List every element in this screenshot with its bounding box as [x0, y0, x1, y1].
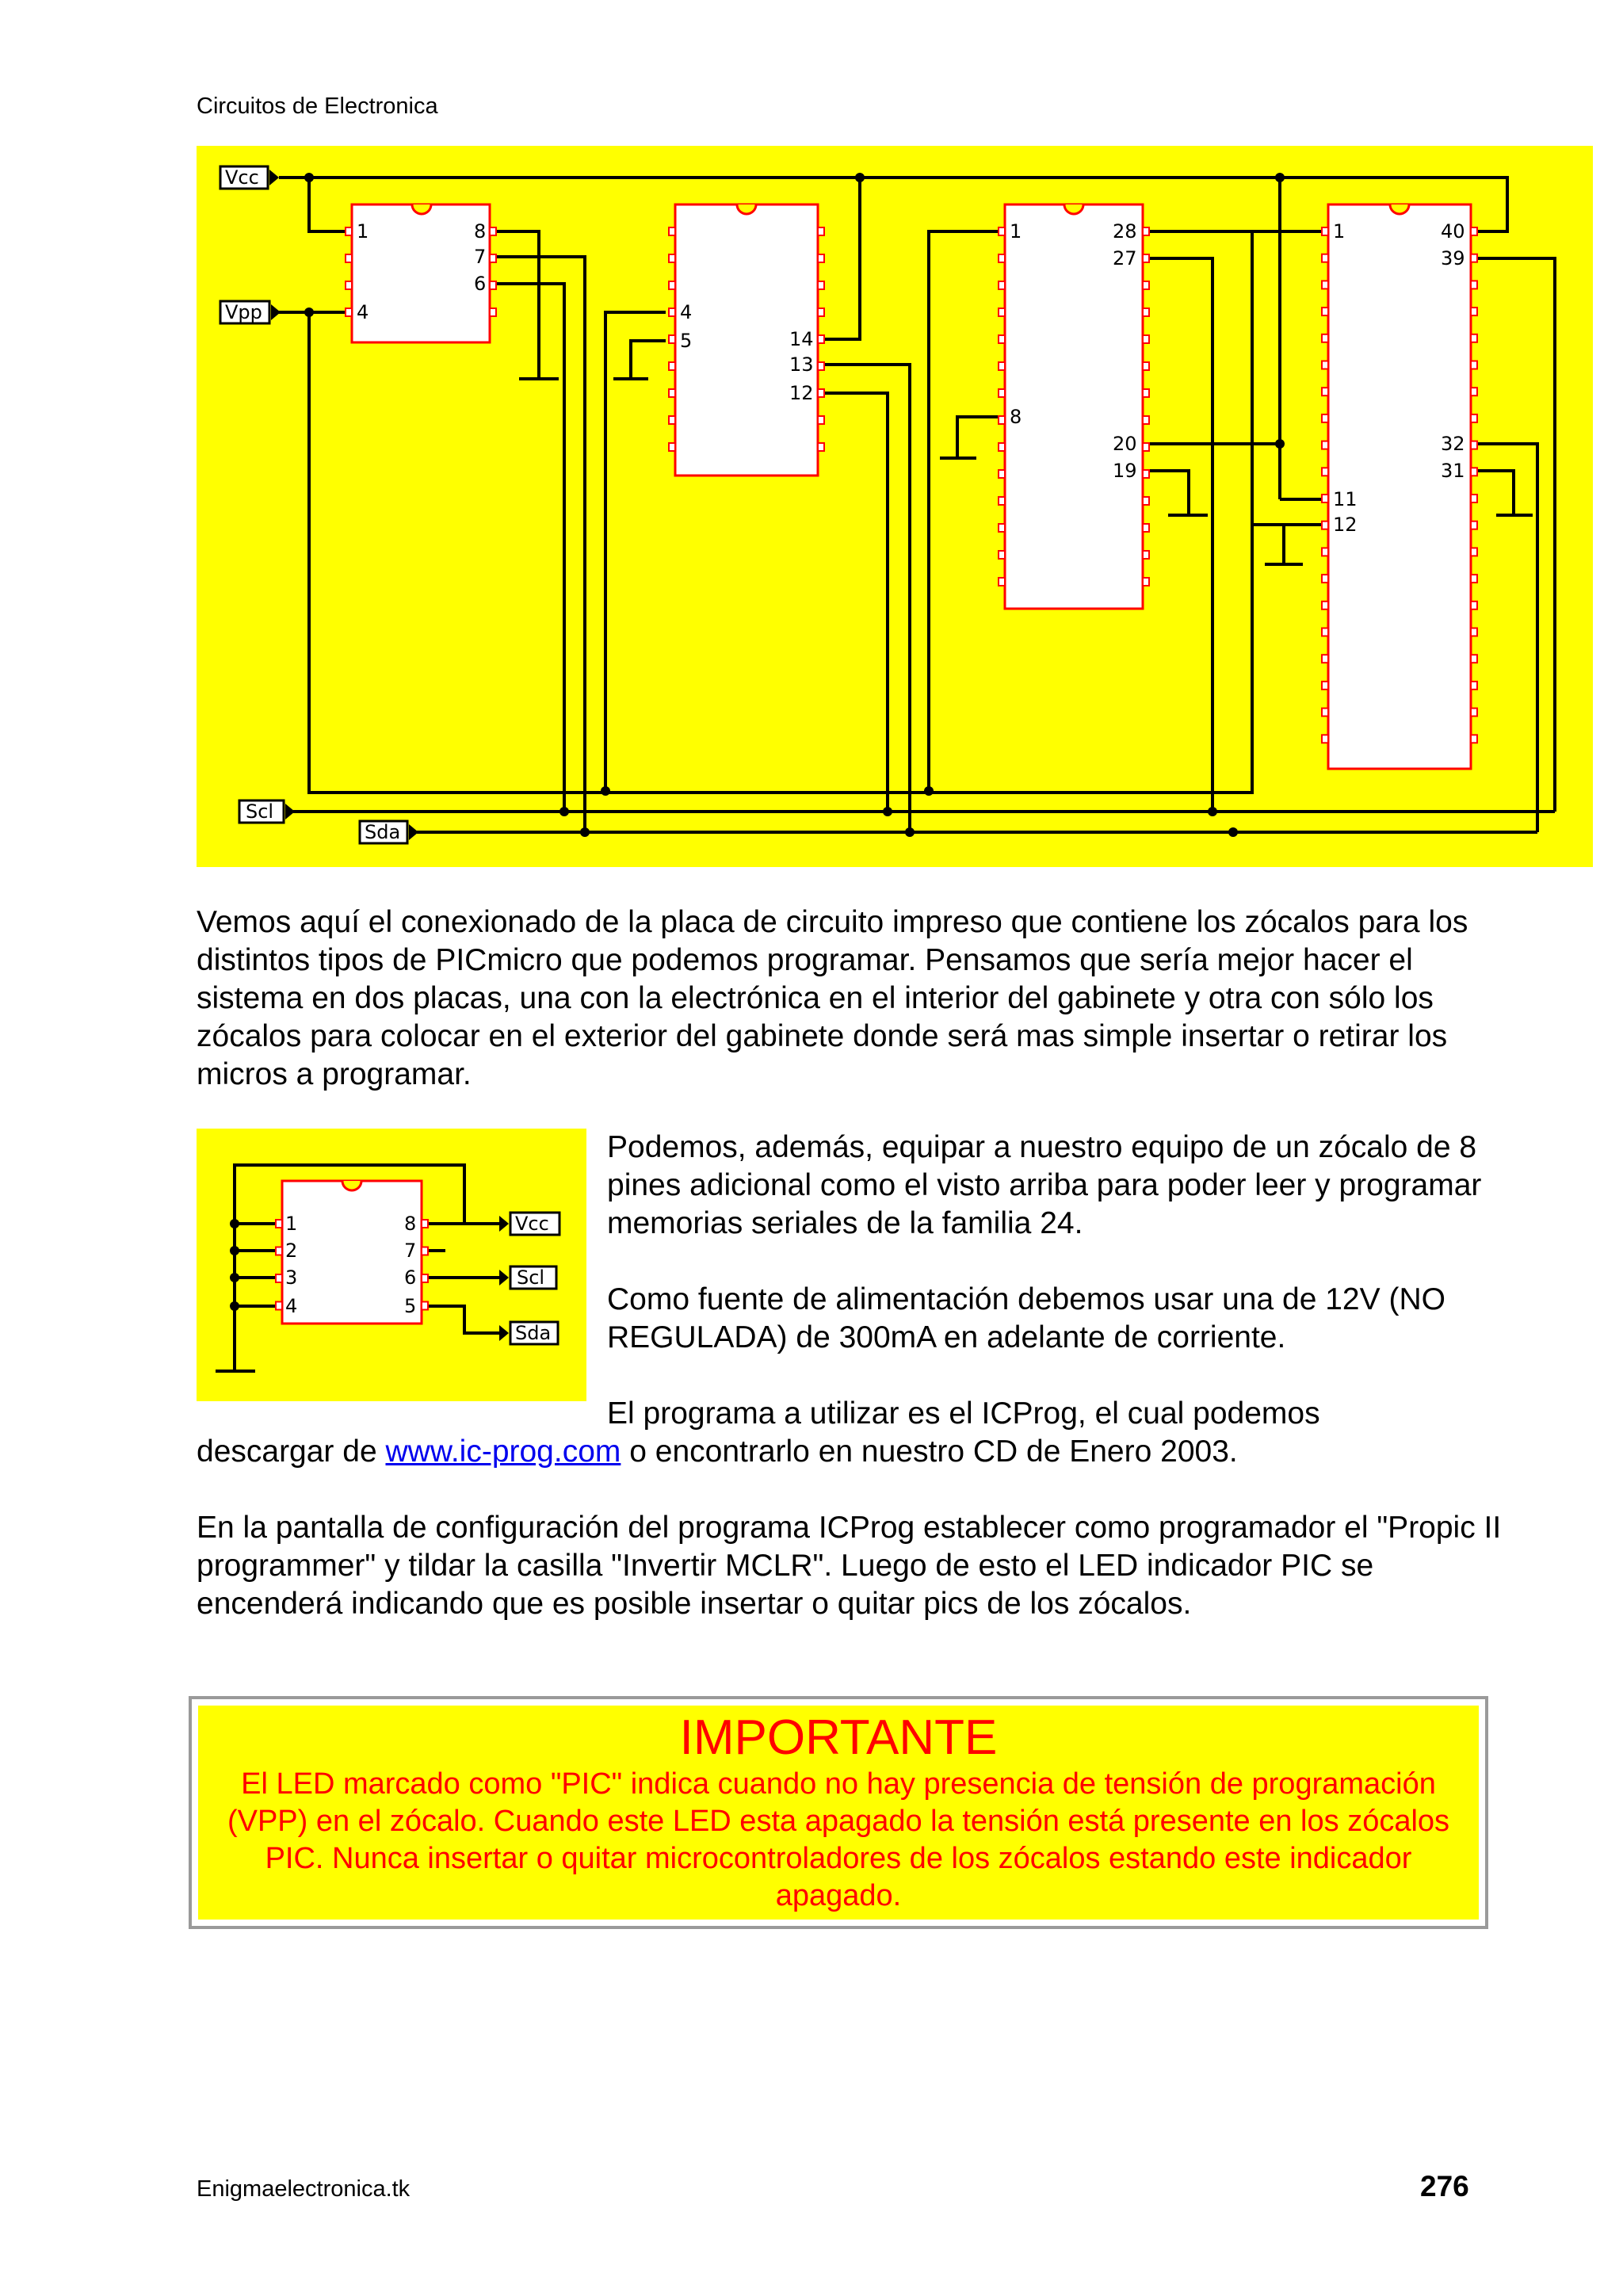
pin-stub	[490, 281, 496, 289]
pin-stub	[1143, 389, 1149, 397]
pin-stub	[1143, 254, 1149, 262]
pin-stub	[999, 551, 1005, 559]
footer-site: Enigmaelectronica.tk	[197, 2176, 411, 2202]
pin-stub	[669, 254, 675, 262]
pin-stub	[276, 1220, 282, 1228]
pin-stub	[669, 335, 675, 343]
pin-stub	[1471, 254, 1477, 262]
vcc-label: Vcc	[225, 166, 259, 189]
pin-stub	[1471, 682, 1477, 690]
pin-stub	[818, 362, 824, 370]
ic2-pin-label: 14	[789, 328, 814, 350]
pin-stub	[422, 1220, 428, 1228]
pin-stub	[1322, 334, 1328, 342]
ic3-pin-label: 1	[1010, 220, 1022, 243]
pin-stub	[999, 362, 1005, 370]
pin-stub	[999, 308, 1005, 316]
pin-stub	[1322, 602, 1328, 609]
vcc-label: Vcc	[515, 1213, 549, 1235]
important-text: El LED marcado como "PIC" indica cuando no hay presencia de tensión de programación (VPP) en el zócalo. Cuando este LED esta apagado la tensión está presente en los zócalos PIC. Nunca insertar o quitar microcontroladores de los zócalos estando este indicador apagado.	[227, 1767, 1450, 1912]
download-prefix: descargar de	[197, 1435, 377, 1469]
pin-stub	[818, 443, 824, 451]
ic2-pin-label: 4	[680, 301, 693, 323]
pin-stub	[1143, 443, 1149, 451]
pin-stub	[999, 497, 1005, 505]
pin-stub	[1322, 468, 1328, 476]
pin-stub	[669, 227, 675, 235]
pin-stub	[818, 335, 824, 343]
pin-stub	[1143, 551, 1149, 559]
eeprom-pin-label: 5	[404, 1295, 417, 1317]
pin-stub	[1471, 628, 1477, 636]
paragraph-program-line1: El programa a utilizar es el ICProg, el cual podemos	[607, 1396, 1320, 1431]
eeprom-pin-label: 8	[404, 1213, 417, 1235]
scl-label: Scl	[246, 800, 274, 823]
pin-stub	[346, 254, 352, 262]
ic4-pin-label: 1	[1333, 220, 1346, 243]
pin-stub	[1143, 497, 1149, 505]
pin-stub	[1471, 602, 1477, 609]
pin-stub	[1322, 628, 1328, 636]
pin-stub	[1471, 575, 1477, 583]
pin-stub	[490, 308, 496, 316]
ic1-pin-label: 6	[474, 273, 487, 295]
eeprom-pin-label: 3	[285, 1266, 298, 1289]
pin-stub	[1471, 495, 1477, 502]
page-number: 276	[1420, 2170, 1469, 2202]
pin-stub	[1143, 524, 1149, 532]
icprog-link[interactable]: www.ic-prog.com	[385, 1435, 621, 1469]
pin-stub	[999, 578, 1005, 586]
pin-stub	[276, 1274, 282, 1282]
pin-stub	[1471, 281, 1477, 288]
pin-stub	[999, 335, 1005, 343]
pin-stub	[1471, 441, 1477, 449]
ic4-pin-label: 31	[1441, 460, 1465, 482]
pin-stub	[669, 362, 675, 370]
paragraph-configuration: En la pantalla de configuración del programa ICProg establecer como programador el "Propic II programmer" y tildar la casilla "Invertir MCLR". Luego de esto el LED indicador PIC se encenderá indicando que es posible insertar o quitar pics de los zócalos.	[197, 1511, 1502, 1621]
ic4-socket-40pin	[1328, 204, 1471, 769]
pin-stub	[1471, 334, 1477, 342]
sda-label: Sda	[515, 1322, 552, 1344]
pin-stub	[1322, 227, 1328, 235]
pin-stub	[1322, 281, 1328, 288]
ic2-pin-label: 12	[789, 382, 814, 404]
pin-stub	[1471, 468, 1477, 476]
pin-stub	[1143, 308, 1149, 316]
pin-stub	[818, 389, 824, 397]
ic3-pin-label: 19	[1113, 460, 1137, 482]
ic4-pin-label: 39	[1441, 247, 1465, 269]
eeprom-pin-label: 7	[404, 1240, 417, 1262]
pin-stub	[1322, 655, 1328, 663]
pin-stub	[422, 1247, 428, 1255]
pin-stub	[1322, 682, 1328, 690]
ic1-socket-8pin	[352, 204, 490, 342]
eeprom-socket-schematic	[197, 1129, 586, 1401]
pin-stub	[818, 308, 824, 316]
pin-stub	[346, 227, 352, 235]
pin-stub	[1143, 335, 1149, 343]
pin-stub	[422, 1302, 428, 1310]
pin-stub	[1143, 227, 1149, 235]
pin-stub	[1143, 578, 1149, 586]
eeprom-pin-label: 1	[285, 1213, 298, 1235]
ic3-pin-label: 28	[1113, 220, 1137, 243]
pin-stub	[1471, 361, 1477, 369]
ic2-pin-label: 13	[789, 353, 814, 376]
programmer-socket-schematic	[197, 146, 1593, 867]
important-title: IMPORTANTE	[679, 1710, 998, 1765]
pin-stub	[1143, 416, 1149, 424]
ic3-pin-label: 8	[1010, 406, 1022, 428]
pin-stub	[276, 1302, 282, 1310]
pin-stub	[1471, 548, 1477, 556]
pin-stub	[1471, 415, 1477, 422]
sda-label: Sda	[365, 821, 401, 843]
ic4-pin-label: 11	[1333, 488, 1358, 510]
page-header: Circuitos de Electronica	[197, 94, 438, 119]
pin-stub	[669, 281, 675, 289]
pin-stub	[1322, 575, 1328, 583]
ic1-pin-label: 7	[474, 246, 487, 268]
pin-stub	[999, 254, 1005, 262]
pin-stub	[1471, 735, 1477, 743]
pin-stub	[1322, 254, 1328, 262]
pin-stub	[1322, 308, 1328, 315]
pin-stub	[818, 281, 824, 289]
ic3-pin-label: 20	[1113, 433, 1137, 455]
scl-label: Scl	[517, 1266, 545, 1289]
pin-stub	[1322, 388, 1328, 395]
pin-stub	[346, 281, 352, 289]
ic4-pin-label: 32	[1441, 433, 1465, 455]
vpp-label: Vpp	[225, 301, 262, 323]
pin-stub	[422, 1274, 428, 1282]
ic1-pin-label: 8	[474, 220, 487, 243]
pin-stub	[999, 443, 1005, 451]
pin-stub	[1322, 735, 1328, 743]
pin-stub	[1322, 415, 1328, 422]
pin-stub	[818, 254, 824, 262]
pin-stub	[999, 416, 1005, 424]
pin-stub	[1471, 655, 1477, 663]
ic1-pin-label: 4	[357, 301, 369, 323]
eeprom-pin-label: 4	[285, 1295, 298, 1317]
paragraph-extra-socket: Podemos, además, equipar a nuestro equipo de un zócalo de 8 pines adicional como el visto arriba para poder leer y programar memorias seriales de la familia 24.	[607, 1130, 1482, 1240]
eeprom-socket-8pin	[282, 1181, 422, 1324]
pin-stub	[346, 308, 352, 316]
pin-stub	[1471, 521, 1477, 529]
ic1-pin-label: 1	[357, 220, 369, 243]
pin-stub	[999, 470, 1005, 478]
download-suffix: o encontrarlo en nuestro CD de Enero 2003.	[629, 1435, 1238, 1469]
pin-stub	[1322, 521, 1328, 529]
pin-stub	[999, 524, 1005, 532]
pin-stub	[669, 416, 675, 424]
pin-stub	[490, 254, 496, 262]
paragraph-power-supply: Como fuente de alimentación debemos usar una de 12V (NO REGULADA) de 300mA en adelante de corriente.	[607, 1282, 1445, 1354]
paragraph-intro: Vemos aquí el conexionado de la placa de circuito impreso que contiene los zócalos para los distintos tipos de PICmicro que podemos programar. Pensamos que sería mejor hacer el sistema en dos placas, una con la electrónica en el interior del gabinete y otra con sólo los zócalos para colocar en el exterior del gabinete donde será mas simple insertar o retirar los micros a programar.	[197, 905, 1468, 1091]
pin-stub	[999, 281, 1005, 289]
important-box	[189, 1696, 1488, 1929]
pin-stub	[1143, 362, 1149, 370]
pin-stub	[818, 416, 824, 424]
pin-stub	[490, 227, 496, 235]
pin-stub	[1471, 388, 1477, 395]
ic4-pin-label: 12	[1333, 514, 1358, 536]
pin-stub	[1471, 227, 1477, 235]
eeprom-pin-label: 6	[404, 1266, 417, 1289]
ic2-pin-label: 5	[680, 330, 693, 352]
pin-stub	[1143, 470, 1149, 478]
eeprom-pin-label: 2	[285, 1240, 298, 1262]
pin-stub	[818, 227, 824, 235]
pin-stub	[1471, 308, 1477, 315]
pin-stub	[1471, 709, 1477, 716]
paragraph-program-line2	[197, 1433, 1238, 1471]
pin-stub	[1322, 709, 1328, 716]
pin-stub	[1322, 441, 1328, 449]
pin-stub	[669, 389, 675, 397]
pin-stub	[669, 308, 675, 316]
pin-stub	[999, 227, 1005, 235]
pin-stub	[1143, 281, 1149, 289]
pin-stub	[276, 1247, 282, 1255]
pin-stub	[999, 389, 1005, 397]
ic4-pin-label: 40	[1441, 220, 1465, 243]
pin-stub	[1322, 548, 1328, 556]
pin-stub	[1322, 495, 1328, 502]
ic3-pin-label: 27	[1113, 247, 1137, 269]
pin-stub	[1322, 361, 1328, 369]
pin-stub	[669, 443, 675, 451]
